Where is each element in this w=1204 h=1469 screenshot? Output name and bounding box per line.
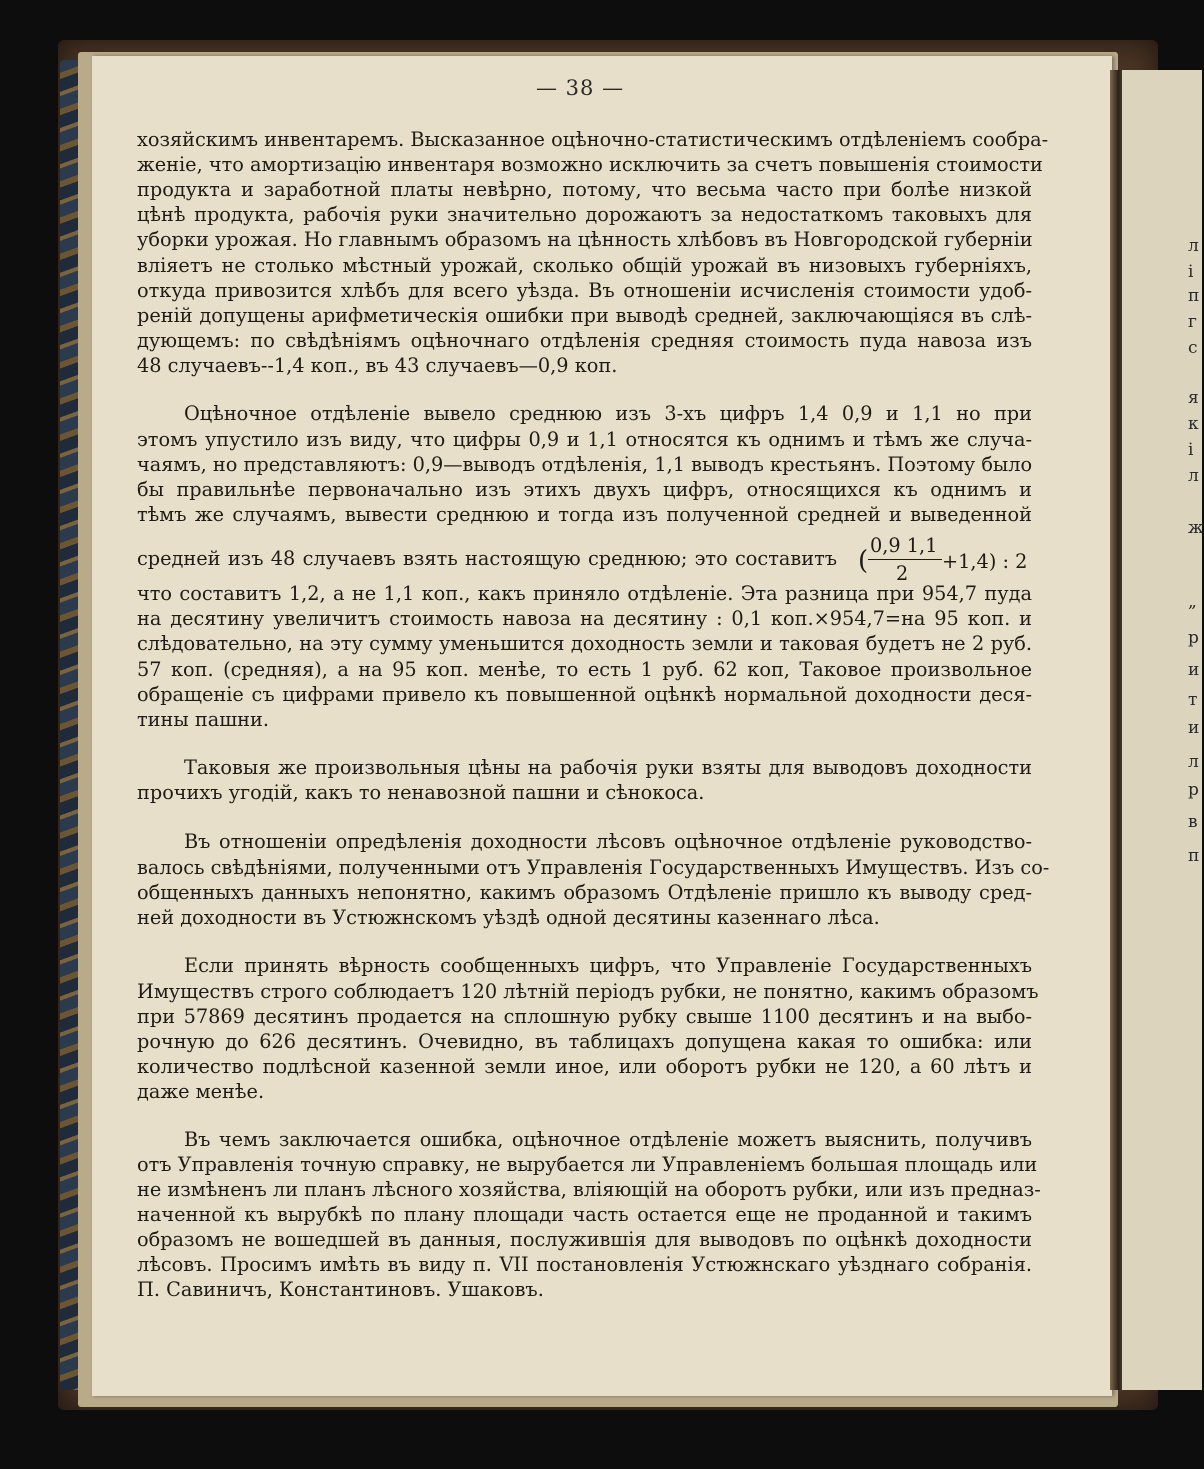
facing-page-char: и (1188, 660, 1200, 680)
text-line: тины пашни. (137, 708, 269, 731)
text-line: Въ отношеніи опредѣленія доходности лѣсовъ оцѣночное отдѣленіе руководство- (184, 830, 1032, 853)
facing-page-char: р (1188, 628, 1199, 648)
text-line: наченной къ вырубкѣ по плану площади часть остается еще не проданной и такимъ (137, 1203, 1032, 1226)
text-line: слѣдовательно, на эту сумму уменьшится доходность земли и таковая будетъ не 2 руб. (137, 632, 1032, 655)
facing-page-char: г (1188, 312, 1197, 332)
text-line: даже менѣе. (137, 1080, 265, 1103)
facing-page-char: „ (1188, 592, 1197, 612)
text-line: продукта и заработной платы невѣрно, потому, что весьма часто при болѣе низкой (137, 178, 1032, 201)
text-line: обращеніе съ цифрами привело къ повышенной оцѣнкѣ нормальной доходности деся- (137, 683, 1032, 706)
text-line: валось свѣдѣніями, полученными отъ Управленія Государственныхъ Имуществъ. Изъ со- (137, 856, 1050, 879)
facing-page-char: ж (1188, 518, 1204, 538)
text-line: отъ Управленія точную справку, не вырубается ли Управленіемъ большая площадь или (137, 1153, 1038, 1176)
page-number: — 38 — (536, 76, 625, 100)
text-line: ней доходности въ Устюжнскомъ уѣздѣ одной десятины казеннаго лѣса. (137, 906, 880, 929)
text-line: лѣсовъ. Просимъ имѣть въ виду п. VII постановленія Устюжнскаго уѣзднаго собранія. (137, 1253, 1032, 1276)
text-line: Если принять вѣрность сообщенныхъ цифръ, что Управленіе Государственныхъ (184, 954, 1032, 977)
facing-page-char: п (1188, 846, 1200, 866)
facing-page-char: к (1188, 414, 1199, 434)
text-line: откуда привозится хлѣбъ для всего уѣзда. Въ отношеніи исчисленія стоимости удоб- (137, 279, 1032, 302)
text-line: бы правильнѣе первоначально изъ этихъ двухъ цифръ, относящихся къ однимъ и (137, 478, 1032, 501)
facing-page-char: п (1188, 286, 1200, 306)
formula-rest: +1,4) : 2 (942, 550, 1028, 573)
facing-page-char: і (1188, 440, 1194, 460)
facing-page-char: і (1188, 262, 1194, 282)
facing-page-char: с (1188, 338, 1198, 358)
formula-numerator: 0,9 1,1 (870, 534, 938, 557)
fraction-bar (868, 559, 942, 560)
text-line: не измѣненъ ли планъ лѣсного хозяйства, вліяющій на оборотъ рубки, или изъ предназ- (137, 1178, 1041, 1201)
text-line: общенныхъ данныхъ непонятно, какимъ образомъ Отдѣленіе пришло къ выводу сред- (137, 881, 1032, 904)
text-line: хозяйскимъ инвентаремъ. Высказанное оцѣночно-статистическимъ отдѣленіемъ сообра- (137, 128, 1049, 151)
formula-denominator: 2 (896, 562, 909, 585)
formula-open-paren: ( (858, 546, 869, 576)
text-line: 48 случаевъ--1,4 коп., въ 43 случаевъ—0,9 коп. (137, 354, 618, 377)
text-line: этомъ упустило изъ виду, что цифры 0,9 и 1,1 относятся къ однимъ и тѣмъ же случа- (137, 428, 1032, 451)
text-line: Имуществъ строго соблюдаетъ 120 лѣтній періодъ рубки, не понятно, какимъ образомъ (137, 980, 1039, 1003)
text-line: количество подлѣсной казенной земли иное, или оборотъ рубки не 120, а 60 лѣтъ и (137, 1055, 1032, 1078)
facing-page-char: в (1188, 812, 1198, 832)
text-line: Оцѣночное отдѣленіе вывело среднюю изъ 3-хъ цифръ 1,4 0,9 и 1,1 но при (184, 402, 1032, 425)
text-line: на десятину увеличитъ стоимость навоза на десятину : 0,1 коп.×954,7=на 95 коп. и (137, 607, 1032, 630)
facing-page-char: и (1188, 718, 1200, 738)
text-line: что составитъ 1,2, а не 1,1 коп., какъ приняло отдѣленіе. Эта разница при 954,7 пуда (137, 582, 1032, 605)
text-line: реній допущены арифметическія ошибки при выводѣ средней, заключающіяся въ слѣ- (137, 304, 1032, 327)
text-line: средней изъ 48 случаевъ взять настоящую среднюю; это составитъ (137, 547, 837, 570)
text-line: образомъ не вошедшей въ данныя, послужившія для выводовъ по оцѣнкѣ доходности (137, 1228, 1032, 1251)
fraction-formula (854, 534, 1034, 584)
text-line: уборки урожая. Но главнымъ образомъ на цѣнность хлѣбовъ въ Новгородской губерніи (137, 228, 1033, 251)
text-line: чаямъ, но представляютъ: 0,9—выводъ отдѣленія, 1,1 выводъ крестьянъ. Поэтому было (137, 453, 1033, 476)
facing-page-char: л (1188, 236, 1199, 256)
text-line: рочную до 626 десятинъ. Очевидно, въ таблицахъ допущена какая то ошибка: или (137, 1030, 1032, 1053)
text-line: тѣмъ же случаямъ, вывести среднюю и тогда изъ полученной средней и выведенной (137, 503, 1032, 526)
facing-page-char: т (1188, 690, 1198, 710)
facing-page-char: р (1188, 780, 1199, 800)
text-line: прочихъ угодій, какъ то ненавозной пашни и сѣнокоса. (137, 781, 705, 804)
facing-page-char: я (1188, 388, 1199, 408)
text-line: Въ чемъ заключается ошибка, оцѣночное отдѣленіе можетъ выяснить, получивъ (184, 1128, 1032, 1151)
text-line: Таковыя же произвольныя цѣны на рабочія руки взяты для выводовъ доходности (184, 756, 1032, 779)
facing-page-char: л (1188, 466, 1199, 486)
text-line: цѣнѣ продукта, рабочія руки значительно дорожаютъ за недостаткомъ таковыхъ для (137, 203, 1032, 226)
text-line: 57 коп. (средняя), а на 95 коп. менѣе, то есть 1 руб. 62 коп, Таковое произвольное (137, 658, 1032, 681)
text-line: П. Савиничъ, Константиновъ. Ушаковъ. (137, 1278, 544, 1301)
text-line: женіе, что амортизацію инвентаря возможно исключить за счетъ повышенія стоимости (137, 153, 1043, 176)
text-line: при 57869 десятинъ продается на сплошную рубку свыше 1100 десятинъ и на выбо- (137, 1005, 1032, 1028)
text-line: дующемъ: по свѣдѣніямъ оцѣночнаго отдѣленія средняя стоимость пуда навоза изъ (137, 329, 1032, 352)
facing-page-char: л (1188, 752, 1199, 772)
text-line: вліяетъ не столько мѣстный урожай, сколько общій урожай въ низовыхъ губерніяхъ, (137, 254, 1032, 277)
